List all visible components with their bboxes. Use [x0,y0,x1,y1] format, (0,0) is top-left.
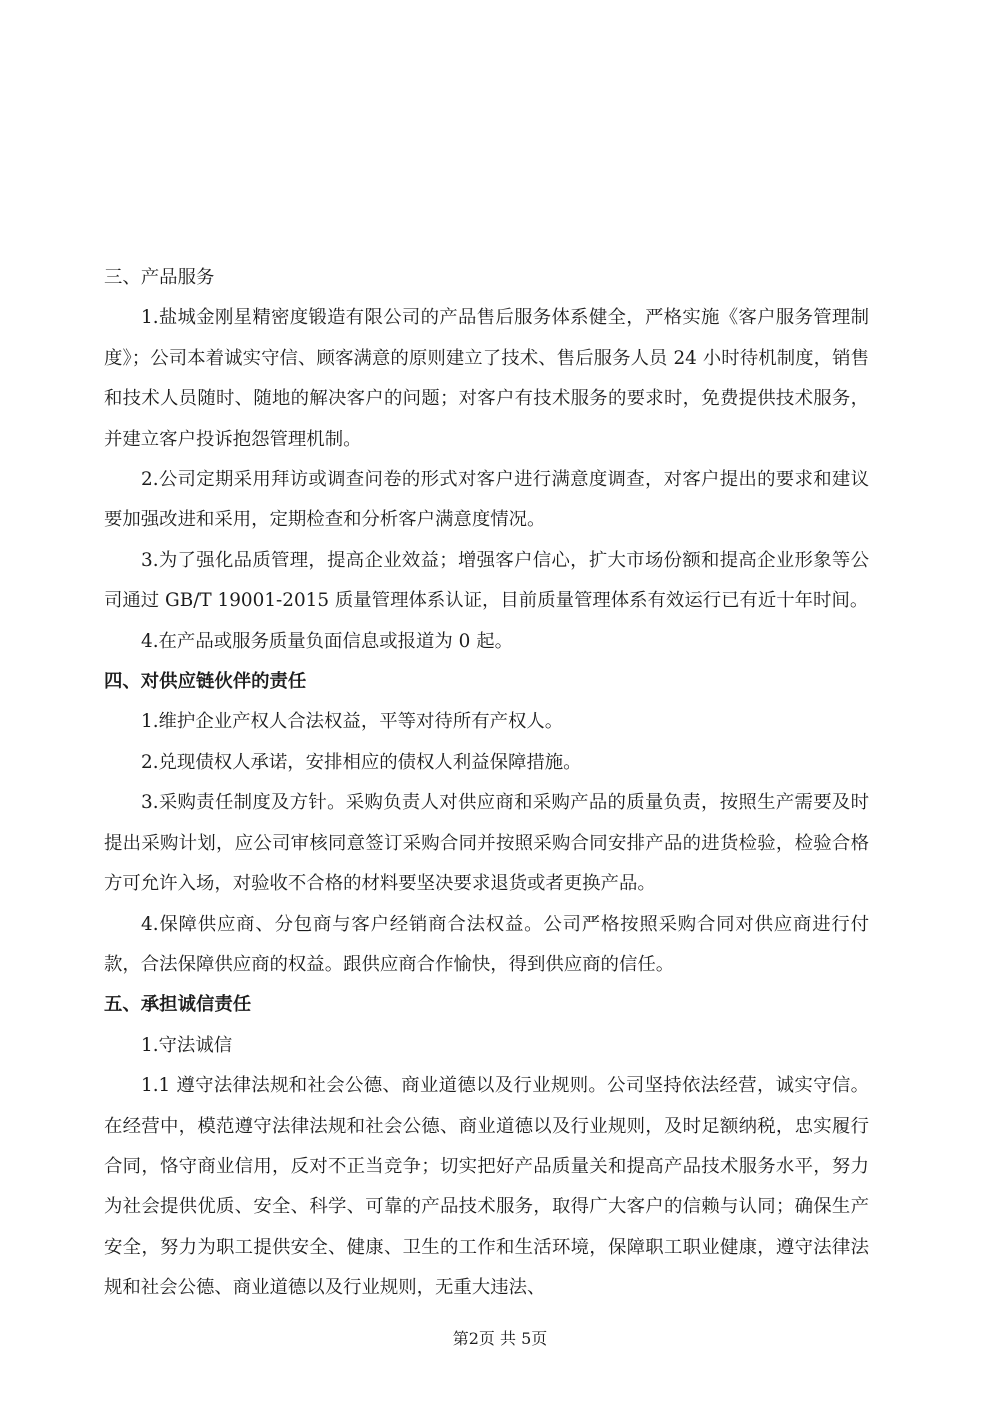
paragraph: 2.兑现债权人承诺，安排相应的债权人利益保障措施。 [141,751,582,773]
document-body [104,258,869,1309]
paragraph: 1.守法诚信 [141,1034,233,1056]
section-heading-product-service: 三、产品服务 [104,267,215,288]
section-heading-integrity: 五、承担诚信责任 [104,994,252,1016]
page-number-footer: 第2页 共 5页 [452,1329,548,1348]
paragraph: 2.公司定期采用拜访或调查问卷的形式对客户进行满意度调查，对客户提出的要求和建议要加强改进和采用，定期检查和分析客户满意度情况。 [104,469,869,531]
paragraph: 1.维护企业产权人合法权益，平等对待所有产权人。 [141,711,564,733]
paragraph: 1.盐城金刚星精密度锻造有限公司的产品售后服务体系健全，严格实施《客户服务管理制度》；公司本着诚实守信、顾客满意的原则建立了技术、售后服务人员 24 小时待机制度，销售和技术人员随时、随地的解决客户的问题；对客户有技术服务的要求时，免费提供技术服务，并建立客户投诉抱怨管理机制。 [104,307,869,450]
paragraph: 3.采购责任制度及方针。采购负责人对供应商和采购产品的质量负责，按照生产需要及时提出采购计划，应公司审核同意签订采购合同并按照采购合同安排产品的进货检验，检验合格方可允许入场，对验收不合格的材料要坚决要求退货或者更换产品。 [104,792,869,895]
section-heading-supply-chain: 四、对供应链伙伴的责任 [104,671,307,693]
paragraph: 4.在产品或服务质量负面信息或报道为 0 起。 [141,630,513,652]
paragraph: 4.保障供应商、分包商与客户经销商合法权益。公司严格按照采购合同对供应商进行付款，合法保障供应商的权益。跟供应商合作愉快，得到供应商的信任。 [104,913,869,975]
paragraph: 3.为了强化品质管理，提高企业效益；增强客户信心，扩大市场份额和提高企业形象等公司通过 GB/T 19001-2015 质量管理体系认证，目前质量管理体系有效运行已有近十年时间。 [104,549,869,612]
paragraph: 1.1 遵守法律法规和社会公德、商业道德以及行业规则。公司坚持依法经营，诚实守信。在经营中，模范遵守法律法规和社会公德、商业道德以及行业规则，及时足额纳税，忠实履行合同，恪守商业信用，反对不正当竞争；切实把好产品质量关和提高产品技术服务水平，努力为社会提供优质、安全、科学、可靠的产品技术服务，取得广大客户的信赖与认同；确保生产安全，努力为职工提供安全、健康、卫生的工作和生活环境，保障职工职业健康，遵守法律法规和社会公德、商业道德以及行业规则，无重大违法、 [104,1075,869,1299]
